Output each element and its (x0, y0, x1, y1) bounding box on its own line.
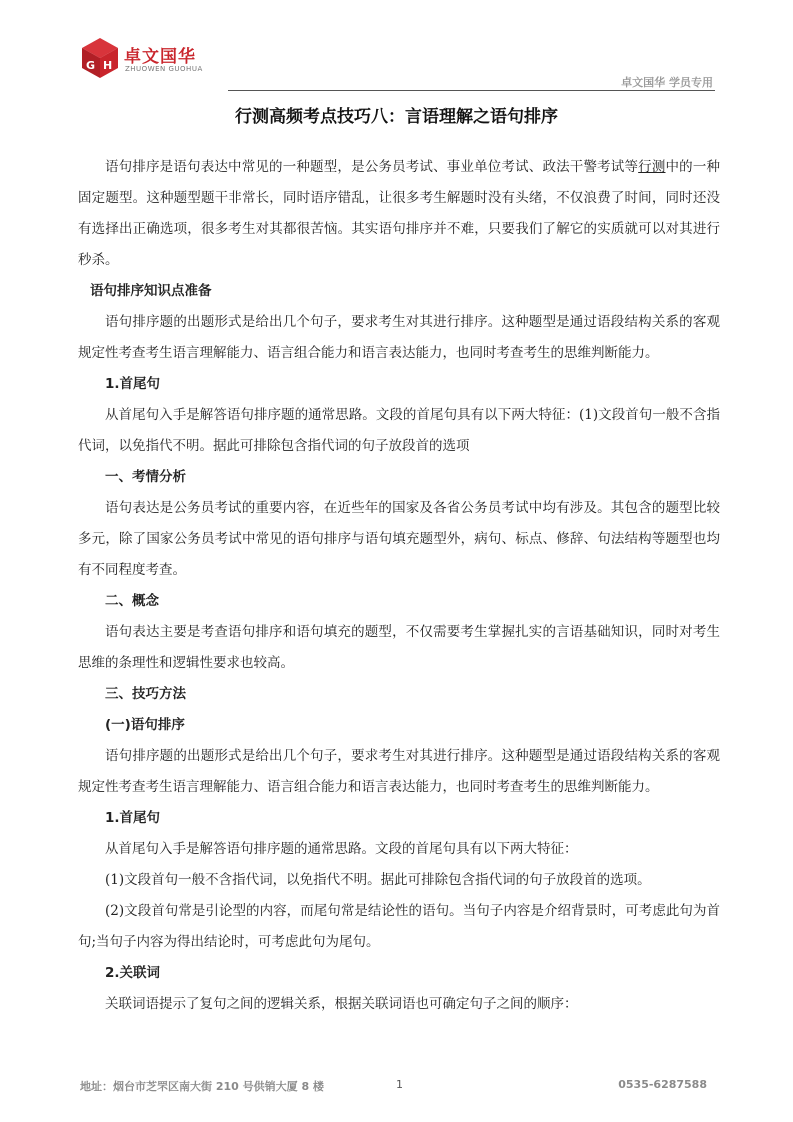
body-paragraph: 语句表达是公务员考试的重要内容，在近些年的国家及各省公务员考试中均有涉及。其包含的题型比较多元，除了国家公务员考试中常见的语句排序与语句填充题型外，病句、标点、修辞、句法结构等题型也均有不同程度考查。 (78, 500, 720, 578)
footer-phone: 0535-6287588 (618, 1078, 707, 1091)
body-paragraph: 从首尾句入手是解答语句排序题的通常思路。文段的首尾句具有以下两大特征： (105, 841, 578, 857)
svg-text:H: H (103, 59, 113, 72)
logo-cube-icon (80, 36, 120, 80)
logo-chinese-name: 卓文国华 (124, 47, 196, 67)
body-paragraph: 语句表达主要是考查语句排序和语句填充的题型，不仅需要考生掌握扎实的言语基础知识，同时对考生思维的条理性和逻辑性要求也较高。 (78, 624, 720, 671)
svg-text:G: G (86, 59, 96, 72)
sections-container (78, 276, 720, 1020)
footer-address: 地址：烟台市芝罘区南大街 210 号供销大厦 8 楼 (80, 1080, 324, 1093)
body-paragraph: 语句排序题的出题形式是给出几个句子，要求考生对其进行排序。这种题型是通过语段结构关系的客观规定性考查考生语言理解能力、语言组合能力和语言表达能力，也同时考查考生的思维判断能力。 (78, 748, 720, 795)
section-heading: 一、考情分析 (105, 469, 186, 485)
body-paragraph: (2)文段首句常是引论型的内容，而尾句常是结论性的语句。当句子内容是介绍背景时，可考虑此句为首句;当句子内容为得出结论时，可考虑此句为尾句。 (78, 903, 720, 950)
logo-english-name: ZHUOWEN GUOHUA (125, 65, 203, 73)
section-heading: 三、技巧方法 (105, 686, 186, 702)
intro-paragraph (78, 152, 720, 276)
body-paragraph: 关联词语提示了复句之间的逻辑关系，根据关联词语也可确定句子之间的顺序： (105, 996, 578, 1012)
header-tag: 卓文国华 学员专用 (621, 76, 713, 89)
intro-text-end: 中的一种固定题型。这种题型题干非常长，同时语序错乱，让很多考生解题时没有头绪，不仅浪费了时间，同时还没有选择出正确选项，很多考生对其都很苦恼。其实语句排序并不难，只要我们了解它的实质就可以对其进行秒杀。 (78, 159, 721, 268)
body-paragraph: 从首尾句入手是解答语句排序题的通常思路。文段的首尾句具有以下两大特征：(1)文段首句一般不含指代词，以免指代不明。据此可排除包含指代词的句子放段首的选项 (78, 407, 720, 454)
document-title: 行测高频考点技巧八：言语理解之语句排序 (235, 107, 558, 127)
footer-page-number: 1 (396, 1078, 403, 1091)
section-heading: 二、概念 (105, 593, 159, 609)
section-heading: (一)语句排序 (105, 717, 185, 733)
section-heading: 语句排序知识点准备 (90, 283, 212, 299)
xingce-link[interactable]: 行测 (638, 159, 666, 175)
brand-logo (80, 36, 220, 80)
body-paragraph: (1)文段首句一般不含指代词，以免指代不明。据此可排除包含指代词的句子放段首的选项。 (105, 872, 651, 888)
header-divider (228, 90, 715, 91)
section-heading: 1.首尾句 (105, 376, 161, 392)
section-heading: 2.关联词 (105, 965, 161, 981)
body-paragraph: 语句排序题的出题形式是给出几个句子，要求考生对其进行排序。这种题型是通过语段结构关系的客观规定性考查考生语言理解能力、语言组合能力和语言表达能力，也同时考查考生的思维判断能力。 (78, 314, 720, 361)
document-body (78, 152, 720, 1020)
section-heading: 1.首尾句 (105, 810, 161, 826)
intro-text-start: 语句排序是语句表达中常见的一种题型，是公务员考试、事业单位考试、政法干警考试等 (105, 159, 639, 175)
